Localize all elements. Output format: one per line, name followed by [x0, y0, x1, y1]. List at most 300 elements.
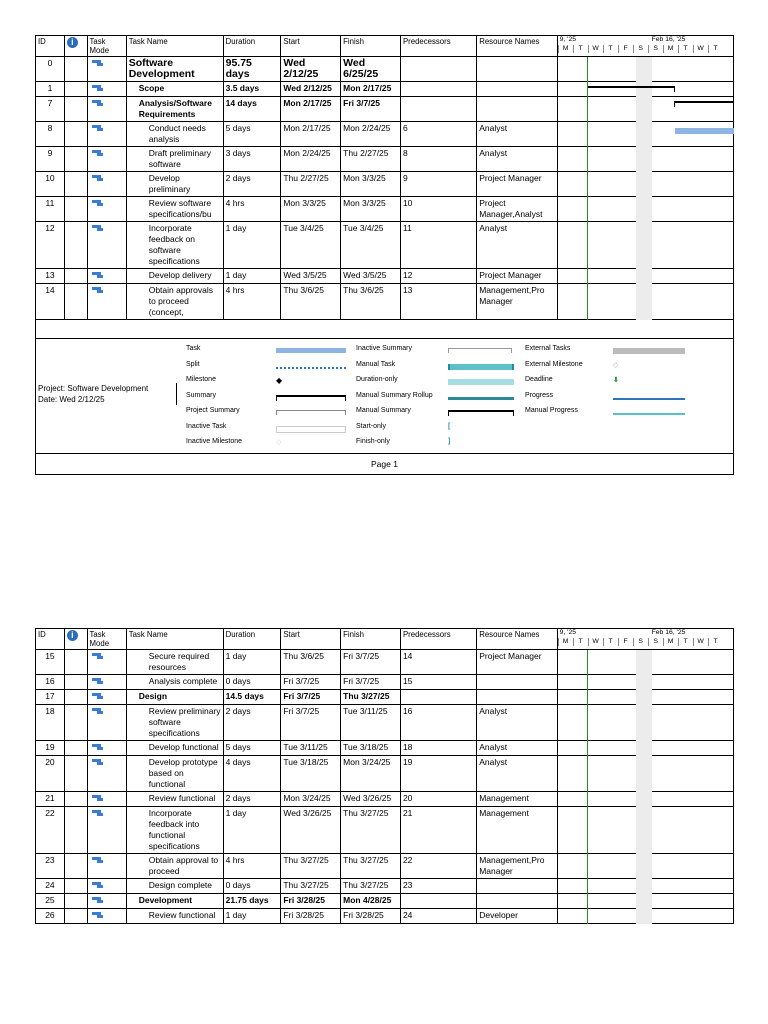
- summary-swatch: [276, 395, 346, 401]
- task-finish[interactable]: Tue 3/11/25: [341, 705, 401, 741]
- task-duration[interactable]: 14 days: [223, 97, 281, 122]
- table-row[interactable]: [36, 741, 734, 756]
- task-finish[interactable]: Fri 3/28/25: [341, 909, 401, 924]
- task-id[interactable]: 26: [36, 909, 65, 924]
- task-start[interactable]: Wed 2/12/25: [281, 57, 341, 82]
- task-resources[interactable]: Project Manager: [477, 650, 557, 675]
- task-resources[interactable]: Project Manager: [477, 269, 557, 284]
- task-predecessors[interactable]: 12: [400, 269, 476, 284]
- indicator-cell[interactable]: [64, 82, 87, 97]
- table-row[interactable]: [36, 57, 734, 82]
- task-duration[interactable]: 2 days: [223, 172, 281, 197]
- task-start[interactable]: Wed 3/26/25: [281, 807, 341, 854]
- task-predecessors[interactable]: [400, 97, 476, 122]
- day-label: M: [663, 45, 678, 53]
- task-rows-page-2: [36, 650, 734, 924]
- task-start[interactable]: Fri 3/28/25: [281, 894, 341, 909]
- task-duration[interactable]: 4 hrs: [223, 197, 281, 222]
- task-name[interactable]: Scope: [126, 82, 223, 97]
- task-duration[interactable]: 95.75 days: [223, 57, 281, 82]
- task-id[interactable]: 18: [36, 705, 65, 741]
- task-start[interactable]: Mon 3/24/25: [281, 792, 341, 807]
- day-label: M: [558, 638, 573, 646]
- col-finish-header[interactable]: Finish: [341, 629, 401, 650]
- day-label: T: [678, 638, 693, 646]
- task-finish[interactable]: Thu 3/27/25: [341, 879, 401, 894]
- task-id[interactable]: 17: [36, 690, 65, 705]
- task-finish[interactable]: Wed 3/5/25: [341, 269, 401, 284]
- timescale-week-2: Feb 16, '25: [651, 36, 686, 43]
- task-id[interactable]: 23: [36, 854, 65, 879]
- gantt-cell: [557, 122, 733, 147]
- task-mode-cell[interactable]: [87, 705, 126, 741]
- indicator-cell[interactable]: [64, 675, 87, 690]
- table-row[interactable]: [36, 879, 734, 894]
- table-row[interactable]: [36, 909, 734, 924]
- task-predecessors[interactable]: 15: [400, 675, 476, 690]
- task-predecessors[interactable]: 16: [400, 705, 476, 741]
- task-predecessors[interactable]: 14: [400, 650, 476, 675]
- table-row[interactable]: [36, 172, 734, 197]
- auto-schedule-icon: [92, 795, 103, 802]
- col-info-header[interactable]: [64, 629, 87, 650]
- task-id[interactable]: 10: [36, 172, 65, 197]
- task-start[interactable]: Thu 3/6/25: [281, 284, 341, 320]
- task-finish[interactable]: Mon 4/28/25: [341, 894, 401, 909]
- task-start[interactable]: Mon 2/17/25: [281, 97, 341, 122]
- task-duration[interactable]: 3 days: [223, 147, 281, 172]
- task-start[interactable]: Fri 3/7/25: [281, 675, 341, 690]
- table-row[interactable]: [36, 269, 734, 284]
- task-resources[interactable]: Project Manager: [477, 172, 557, 197]
- col-info-header[interactable]: [64, 36, 87, 57]
- task-mode-cell[interactable]: [87, 854, 126, 879]
- task-finish[interactable]: Mon 2/24/25: [341, 122, 401, 147]
- task-predecessors[interactable]: 23: [400, 879, 476, 894]
- indicator-cell[interactable]: [64, 894, 87, 909]
- task-mode-cell[interactable]: [87, 97, 126, 122]
- day-label: T: [603, 638, 618, 646]
- task-finish[interactable]: Mon 3/3/25: [341, 197, 401, 222]
- task-resources[interactable]: [477, 675, 557, 690]
- task-name[interactable]: Analysis complete: [126, 675, 223, 690]
- table-row[interactable]: [36, 894, 734, 909]
- task-table-page-2: [35, 628, 734, 924]
- task-finish[interactable]: Thu 3/27/25: [341, 807, 401, 854]
- task-mode-cell[interactable]: [87, 650, 126, 675]
- task-predecessors[interactable]: 18: [400, 741, 476, 756]
- task-predecessors[interactable]: 22: [400, 854, 476, 879]
- task-resources[interactable]: Management: [477, 792, 557, 807]
- task-rows-page-1: [36, 57, 734, 320]
- col-predecessors-header[interactable]: Predecessors: [400, 629, 476, 650]
- table-row[interactable]: [36, 705, 734, 741]
- task-finish[interactable]: Wed 3/26/25: [341, 792, 401, 807]
- task-duration[interactable]: 14.5 days: [223, 690, 281, 705]
- task-id[interactable]: 0: [36, 57, 65, 82]
- task-predecessors[interactable]: 19: [400, 756, 476, 792]
- task-duration[interactable]: 5 days: [223, 741, 281, 756]
- legend-duration-only: Duration-only: [356, 376, 516, 392]
- task-start[interactable]: Tue 3/4/25: [281, 222, 341, 269]
- task-name[interactable]: Develop prototype based on functional: [126, 756, 223, 792]
- task-finish[interactable]: Tue 3/4/25: [341, 222, 401, 269]
- task-resources[interactable]: Management,Pro Manager: [477, 284, 557, 320]
- task-duration[interactable]: 4 hrs: [223, 284, 281, 320]
- legend-progress: Progress: [525, 392, 725, 408]
- auto-schedule-icon: [92, 287, 103, 294]
- task-duration[interactable]: 5 days: [223, 122, 281, 147]
- task-name[interactable]: Incorporate feedback on software specifications: [126, 222, 223, 269]
- project-summary-swatch: [276, 410, 346, 415]
- task-start[interactable]: Mon 3/3/25: [281, 197, 341, 222]
- gantt-cell: [557, 147, 733, 172]
- indicator-cell[interactable]: [64, 284, 87, 320]
- task-id[interactable]: 19: [36, 741, 65, 756]
- task-mode-cell[interactable]: [87, 82, 126, 97]
- col-id-header[interactable]: ID: [36, 629, 65, 650]
- task-resources[interactable]: Management,Pro Manager: [477, 854, 557, 879]
- task-duration[interactable]: 2 days: [223, 705, 281, 741]
- col-duration-header[interactable]: Duration: [223, 629, 281, 650]
- task-name[interactable]: Incorporate feedback into functional specifications: [126, 807, 223, 854]
- start-only-icon: [: [448, 422, 451, 430]
- task-predecessors[interactable]: [400, 690, 476, 705]
- task-name[interactable]: Develop preliminary: [126, 172, 223, 197]
- task-resources[interactable]: Analyst: [477, 756, 557, 792]
- task-duration[interactable]: 21.75 days: [223, 894, 281, 909]
- table-row[interactable]: [36, 690, 734, 705]
- task-predecessors[interactable]: 11: [400, 222, 476, 269]
- indicator-cell[interactable]: [64, 690, 87, 705]
- task-finish[interactable]: Thu 3/27/25: [341, 690, 401, 705]
- gantt-cell: [557, 894, 733, 909]
- auto-schedule-icon: [92, 882, 103, 889]
- task-id[interactable]: 7: [36, 97, 65, 122]
- task-duration[interactable]: 0 days: [223, 675, 281, 690]
- gantt-cell: [557, 57, 733, 82]
- gantt-cell: [557, 792, 733, 807]
- task-start[interactable]: Tue 3/11/25: [281, 741, 341, 756]
- task-name[interactable]: Review preliminary software specifications: [126, 705, 223, 741]
- split-swatch: [276, 367, 346, 369]
- task-id[interactable]: 21: [36, 792, 65, 807]
- task-id[interactable]: 24: [36, 879, 65, 894]
- project-date: Date: Wed 2/12/25: [38, 395, 105, 404]
- task-duration[interactable]: 1 day: [223, 909, 281, 924]
- task-id[interactable]: 14: [36, 284, 65, 320]
- table-row[interactable]: [36, 222, 734, 269]
- legend-col-2: [356, 345, 516, 454]
- task-name[interactable]: Develop delivery: [126, 269, 223, 284]
- legend-start-only: Start-only [: [356, 422, 451, 430]
- task-finish[interactable]: Thu 2/27/25: [341, 147, 401, 172]
- col-mode-header[interactable]: Task Mode: [87, 36, 126, 57]
- task-duration[interactable]: 1 day: [223, 807, 281, 854]
- task-name[interactable]: Development: [126, 894, 223, 909]
- task-finish[interactable]: Fri 3/7/25: [341, 650, 401, 675]
- task-predecessors[interactable]: 24: [400, 909, 476, 924]
- task-resources[interactable]: [477, 879, 557, 894]
- day-label: W: [588, 638, 603, 646]
- task-resources[interactable]: Analyst: [477, 705, 557, 741]
- day-label: S: [633, 45, 648, 53]
- task-resources[interactable]: Analyst: [477, 147, 557, 172]
- auto-schedule-icon: [92, 708, 103, 715]
- col-start-header[interactable]: Start: [281, 629, 341, 650]
- task-name[interactable]: Obtain approvals to proceed (concept,: [126, 284, 223, 320]
- auto-schedule-icon: [92, 810, 103, 817]
- task-start[interactable]: Wed 2/12/25: [281, 82, 341, 97]
- task-predecessors[interactable]: 21: [400, 807, 476, 854]
- task-predecessors[interactable]: [400, 57, 476, 82]
- task-name[interactable]: Conduct needs analysis: [126, 122, 223, 147]
- task-name[interactable]: Develop functional: [126, 741, 223, 756]
- page-2: [35, 628, 734, 924]
- table-row[interactable]: [36, 197, 734, 222]
- task-name[interactable]: Draft preliminary software: [126, 147, 223, 172]
- task-finish[interactable]: Mon 2/17/25: [341, 82, 401, 97]
- table-row[interactable]: [36, 82, 734, 97]
- timescale-header: [557, 36, 733, 57]
- auto-schedule-icon: [92, 175, 103, 182]
- indicator-cell[interactable]: [64, 197, 87, 222]
- legend-manual-task: Manual Task: [356, 361, 516, 377]
- task-start[interactable]: Fri 3/7/25: [281, 705, 341, 741]
- indicator-cell[interactable]: [64, 879, 87, 894]
- task-start[interactable]: Fri 3/28/25: [281, 909, 341, 924]
- task-mode-cell[interactable]: [87, 675, 126, 690]
- task-mode-cell[interactable]: [87, 792, 126, 807]
- indicator-cell[interactable]: [64, 172, 87, 197]
- task-mode-cell[interactable]: [87, 172, 126, 197]
- indicator-cell[interactable]: [64, 909, 87, 924]
- task-name[interactable]: Obtain approval to proceed: [126, 854, 223, 879]
- task-resources[interactable]: [477, 57, 557, 82]
- day-label: M: [558, 45, 573, 53]
- task-id[interactable]: 13: [36, 269, 65, 284]
- day-label: W: [588, 45, 603, 53]
- indicator-cell[interactable]: [64, 269, 87, 284]
- task-mode-cell[interactable]: [87, 807, 126, 854]
- task-name[interactable]: Review functional: [126, 909, 223, 924]
- day-label: S: [648, 45, 663, 53]
- task-start[interactable]: Fri 3/7/25: [281, 690, 341, 705]
- col-resources-header[interactable]: Resource Names: [477, 36, 557, 57]
- task-bar-swatch: [276, 348, 346, 353]
- task-name[interactable]: Secure required resources: [126, 650, 223, 675]
- task-id[interactable]: 20: [36, 756, 65, 792]
- task-mode-cell[interactable]: [87, 284, 126, 320]
- task-duration[interactable]: 1 day: [223, 269, 281, 284]
- indicator-cell[interactable]: [64, 807, 87, 854]
- task-predecessors[interactable]: 20: [400, 792, 476, 807]
- task-name[interactable]: Design complete: [126, 879, 223, 894]
- task-mode-cell[interactable]: [87, 894, 126, 909]
- task-predecessors[interactable]: 13: [400, 284, 476, 320]
- task-id[interactable]: 8: [36, 122, 65, 147]
- task-predecessors[interactable]: 6: [400, 122, 476, 147]
- task-mode-cell[interactable]: [87, 197, 126, 222]
- gantt-cell: [557, 741, 733, 756]
- task-name[interactable]: Review functional: [126, 792, 223, 807]
- col-name-header[interactable]: Task Name: [126, 36, 223, 57]
- table-row[interactable]: [36, 854, 734, 879]
- task-duration[interactable]: 2 days: [223, 792, 281, 807]
- task-start[interactable]: Thu 3/27/25: [281, 854, 341, 879]
- table-row[interactable]: [36, 650, 734, 675]
- task-finish[interactable]: Mon 3/3/25: [341, 172, 401, 197]
- legend-milestone: Milestone ◆: [186, 376, 283, 385]
- task-id[interactable]: 25: [36, 894, 65, 909]
- auto-schedule-icon: [92, 125, 103, 132]
- task-name[interactable]: Software Development: [126, 57, 223, 82]
- task-mode-cell[interactable]: [87, 57, 126, 82]
- task-resources[interactable]: [477, 97, 557, 122]
- indicator-cell[interactable]: [64, 147, 87, 172]
- day-label: M: [663, 638, 678, 646]
- task-mode-cell[interactable]: [87, 269, 126, 284]
- external-milestone-icon: ◇: [613, 361, 619, 369]
- task-start[interactable]: Thu 3/6/25: [281, 650, 341, 675]
- task-predecessors[interactable]: 10: [400, 197, 476, 222]
- indicator-cell[interactable]: [64, 122, 87, 147]
- task-name[interactable]: Analysis/Software Requirements: [126, 97, 223, 122]
- task-predecessors[interactable]: 9: [400, 172, 476, 197]
- task-finish[interactable]: Thu 3/6/25: [341, 284, 401, 320]
- task-name[interactable]: Design: [126, 690, 223, 705]
- task-predecessors[interactable]: 8: [400, 147, 476, 172]
- indicator-cell[interactable]: [64, 57, 87, 82]
- indicator-cell[interactable]: [64, 222, 87, 269]
- project-info: [38, 383, 177, 405]
- indicator-cell[interactable]: [64, 792, 87, 807]
- task-id[interactable]: 11: [36, 197, 65, 222]
- task-start[interactable]: Thu 2/27/25: [281, 172, 341, 197]
- col-id-header[interactable]: ID: [36, 36, 65, 57]
- task-finish[interactable]: Thu 3/27/25: [341, 854, 401, 879]
- task-resources[interactable]: Analyst: [477, 122, 557, 147]
- task-mode-cell[interactable]: [87, 756, 126, 792]
- indicator-cell[interactable]: [64, 756, 87, 792]
- task-resources[interactable]: Project Manager,Analyst: [477, 197, 557, 222]
- task-mode-cell[interactable]: [87, 147, 126, 172]
- gantt-cell: [557, 82, 733, 97]
- inactive-diamond-icon: ◇: [276, 439, 282, 446]
- gantt-cell: [557, 222, 733, 269]
- table-row[interactable]: [36, 122, 734, 147]
- col-duration-header[interactable]: Duration: [223, 36, 281, 57]
- task-mode-cell[interactable]: [87, 741, 126, 756]
- table-row[interactable]: [36, 97, 734, 122]
- table-row[interactable]: [36, 756, 734, 792]
- task-finish[interactable]: Wed 6/25/25: [341, 57, 401, 82]
- task-finish[interactable]: Mon 3/24/25: [341, 756, 401, 792]
- gantt-cell: [557, 197, 733, 222]
- legend-external-milestone: External Milestone ◇: [525, 360, 619, 369]
- task-mode-cell[interactable]: [87, 690, 126, 705]
- gantt-cell: [557, 650, 733, 675]
- col-start-header[interactable]: Start: [281, 36, 341, 57]
- task-duration[interactable]: 3.5 days: [223, 82, 281, 97]
- task-id[interactable]: 16: [36, 675, 65, 690]
- task-resources[interactable]: [477, 690, 557, 705]
- task-table-page-1: [35, 35, 734, 320]
- legend-summary: Summary: [186, 392, 336, 408]
- task-start[interactable]: Wed 3/5/25: [281, 269, 341, 284]
- table-row[interactable]: [36, 147, 734, 172]
- indicator-cell[interactable]: [64, 650, 87, 675]
- task-predecessors[interactable]: [400, 82, 476, 97]
- table-row[interactable]: [36, 792, 734, 807]
- task-resources[interactable]: [477, 894, 557, 909]
- task-start[interactable]: Mon 2/24/25: [281, 147, 341, 172]
- indicator-cell[interactable]: [64, 97, 87, 122]
- task-resources[interactable]: Analyst: [477, 741, 557, 756]
- gantt-cell: [557, 705, 733, 741]
- task-start[interactable]: Tue 3/18/25: [281, 756, 341, 792]
- task-duration[interactable]: 4 days: [223, 756, 281, 792]
- task-id[interactable]: 1: [36, 82, 65, 97]
- task-name[interactable]: Review software specifications/bu: [126, 197, 223, 222]
- task-finish[interactable]: Fri 3/7/25: [341, 675, 401, 690]
- task-mode-cell[interactable]: [87, 122, 126, 147]
- col-predecessors-header[interactable]: Predecessors: [400, 36, 476, 57]
- task-resources[interactable]: Analyst: [477, 222, 557, 269]
- auto-schedule-icon: [92, 150, 103, 157]
- task-resources[interactable]: Management: [477, 807, 557, 854]
- task-resources[interactable]: [477, 82, 557, 97]
- task-duration[interactable]: 4 hrs: [223, 854, 281, 879]
- blank-area: [35, 320, 734, 339]
- task-finish[interactable]: Tue 3/18/25: [341, 741, 401, 756]
- task-id[interactable]: 9: [36, 147, 65, 172]
- indicator-cell[interactable]: [64, 741, 87, 756]
- gantt-cell: [557, 690, 733, 705]
- task-start[interactable]: Mon 2/17/25: [281, 122, 341, 147]
- table-header: [36, 36, 734, 57]
- task-id[interactable]: 15: [36, 650, 65, 675]
- col-resources-header[interactable]: Resource Names: [477, 629, 557, 650]
- task-start[interactable]: Thu 3/27/25: [281, 879, 341, 894]
- auto-schedule-icon: [92, 759, 103, 766]
- indicator-cell[interactable]: [64, 854, 87, 879]
- task-finish[interactable]: Fri 3/7/25: [341, 97, 401, 122]
- task-duration[interactable]: 1 day: [223, 222, 281, 269]
- legend-manual-summary: Manual Summary: [356, 407, 516, 423]
- task-id[interactable]: 12: [36, 222, 65, 269]
- day-label: T: [603, 45, 618, 53]
- table-row[interactable]: [36, 675, 734, 690]
- col-mode-header[interactable]: Task Mode: [87, 629, 126, 650]
- table-row[interactable]: [36, 284, 734, 320]
- task-duration[interactable]: 0 days: [223, 879, 281, 894]
- task-mode-cell[interactable]: [87, 909, 126, 924]
- task-predecessors[interactable]: [400, 894, 476, 909]
- progress-swatch: [613, 398, 685, 400]
- gantt-cell: [557, 284, 733, 320]
- task-mode-cell[interactable]: [87, 879, 126, 894]
- auto-schedule-icon: [92, 693, 103, 700]
- task-mode-cell[interactable]: [87, 222, 126, 269]
- col-name-header[interactable]: Task Name: [126, 629, 223, 650]
- task-id[interactable]: 22: [36, 807, 65, 854]
- task-resources[interactable]: Developer: [477, 909, 557, 924]
- indicator-cell[interactable]: [64, 705, 87, 741]
- table-row[interactable]: [36, 807, 734, 854]
- col-finish-header[interactable]: Finish: [341, 36, 401, 57]
- task-duration[interactable]: 1 day: [223, 650, 281, 675]
